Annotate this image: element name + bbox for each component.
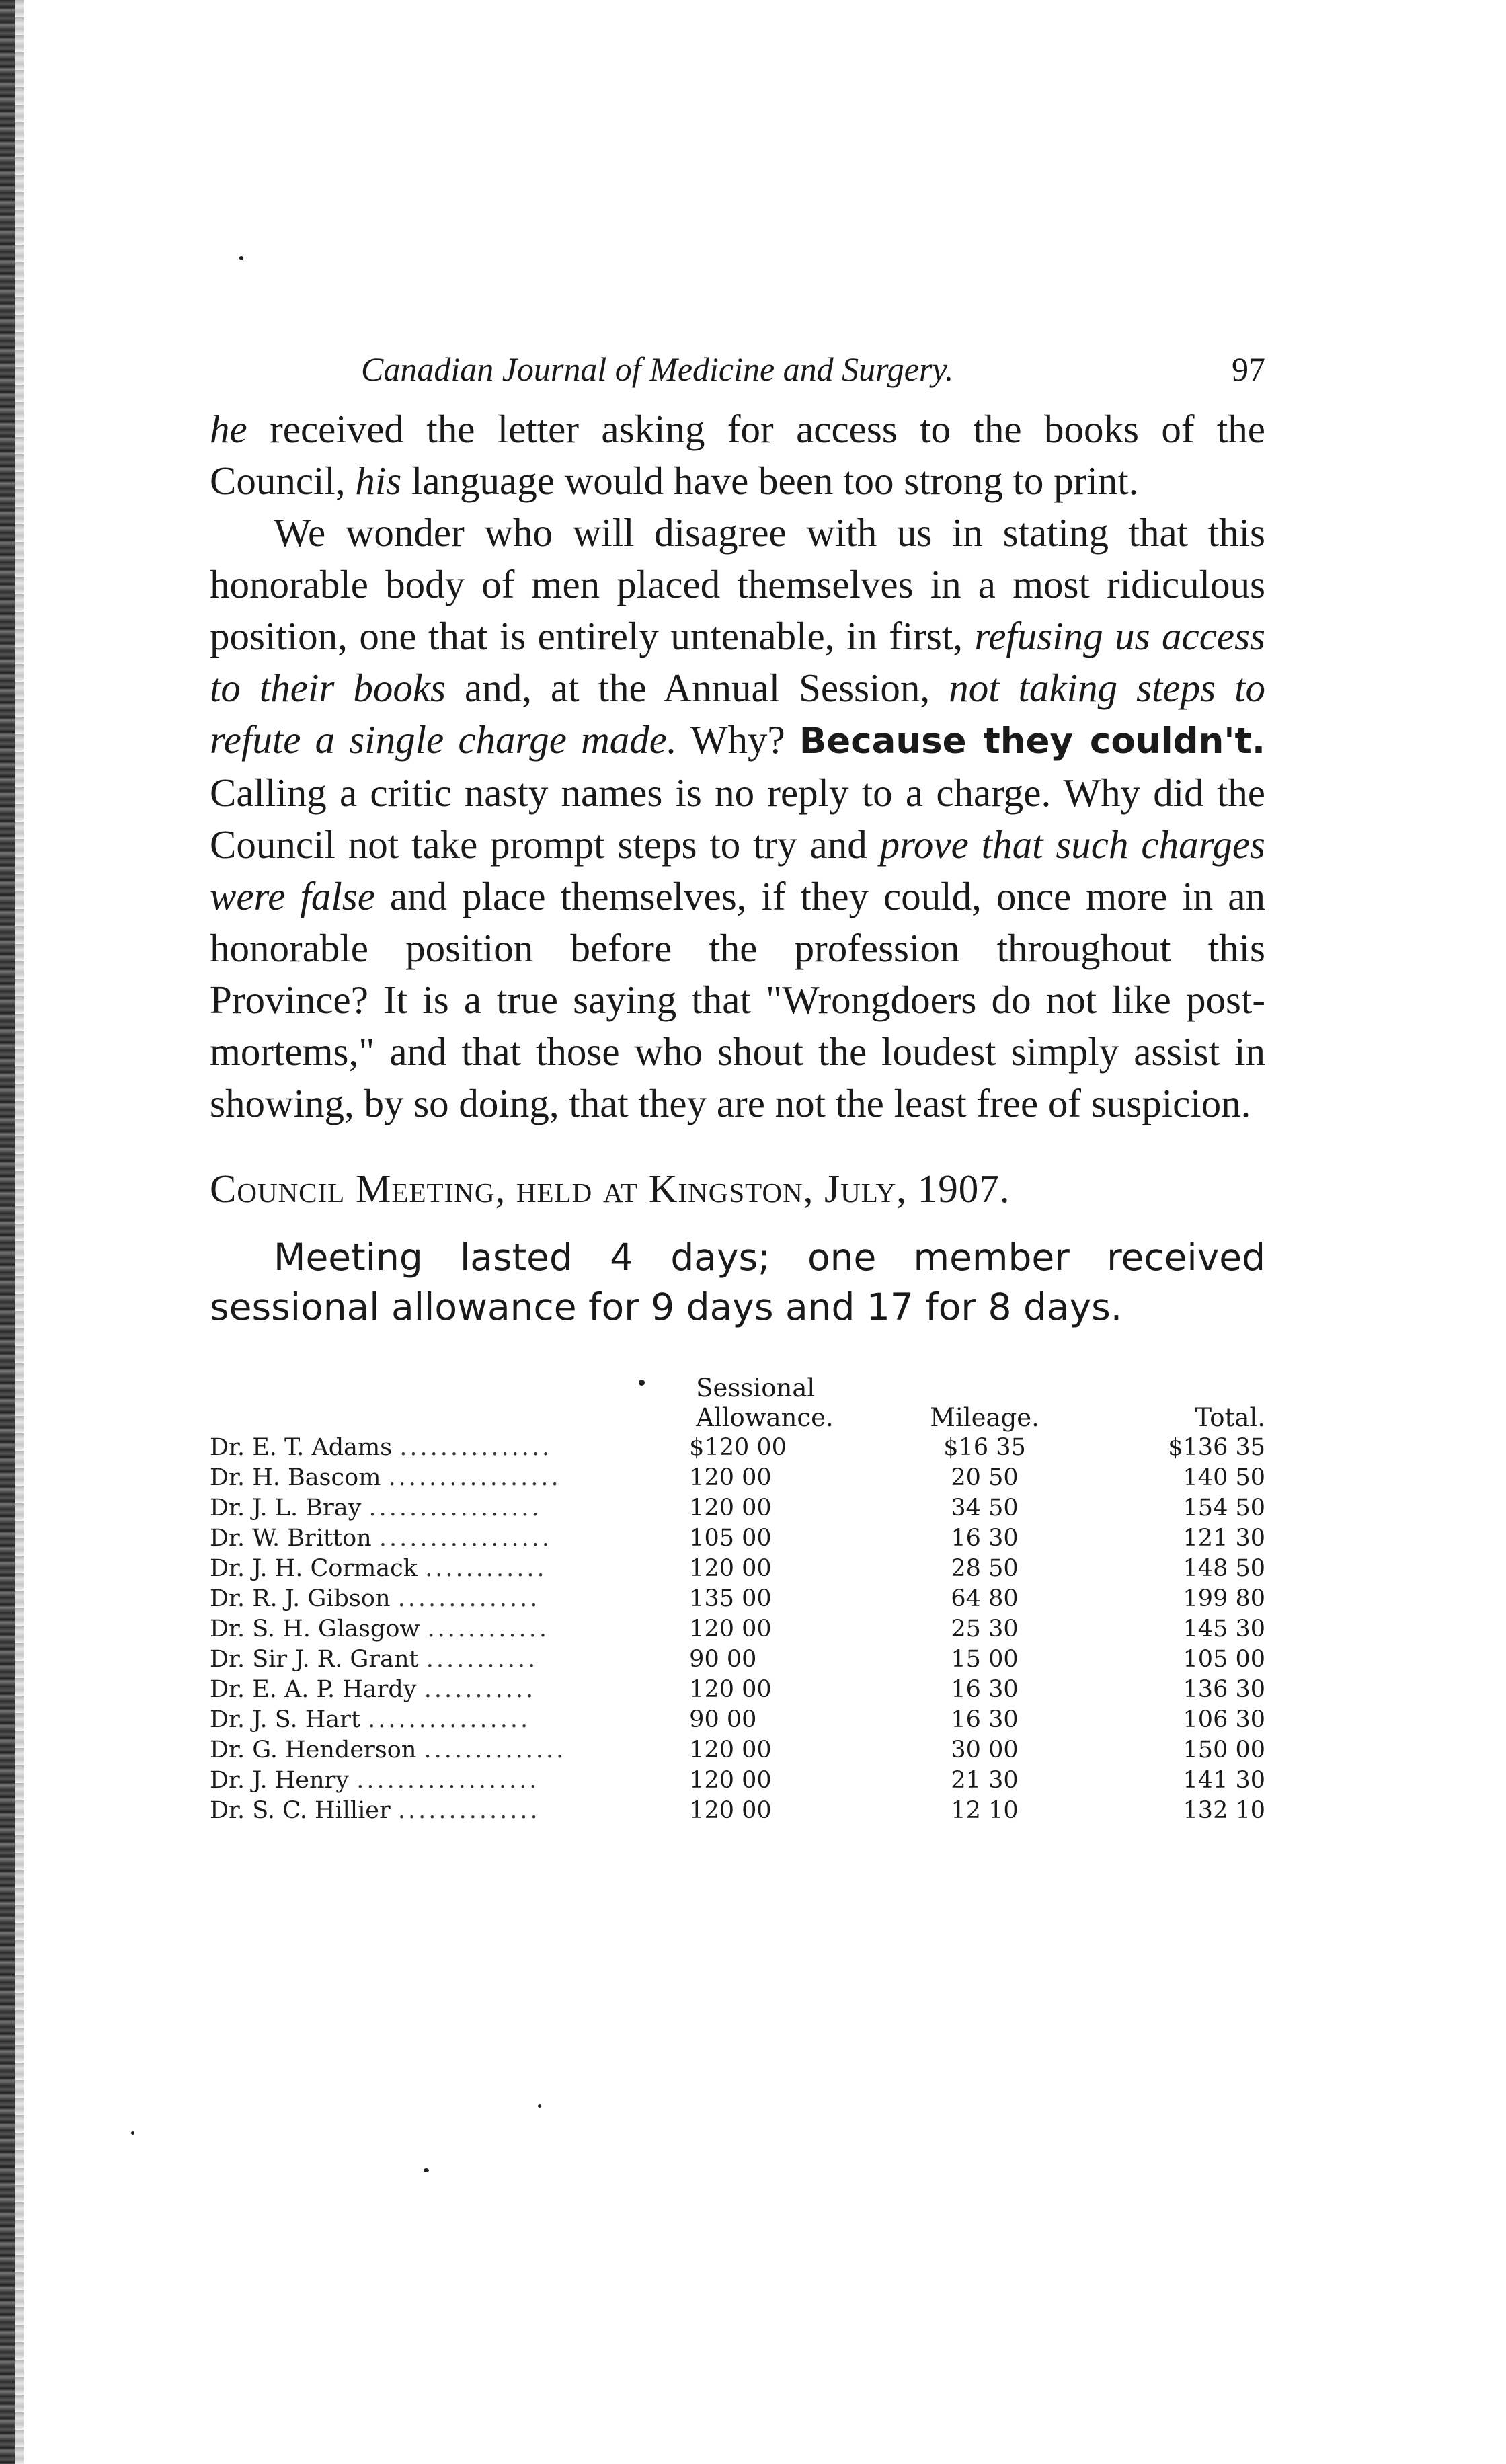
scan-speck xyxy=(131,2131,134,2135)
member-name: Dr. E. T. Adams xyxy=(210,1434,393,1461)
cell-name xyxy=(210,1584,682,1614)
cell-total: 141 30 xyxy=(1183,1767,1265,1794)
dot-leader: ............... xyxy=(399,1434,553,1461)
emphasis-not-taking-steps: not taking steps to refute a single charge made. xyxy=(210,666,1265,762)
cell-name xyxy=(210,1433,682,1463)
cell-name xyxy=(210,1554,682,1584)
table-row xyxy=(210,1614,1265,1644)
cell-total: 121 30 xyxy=(1183,1525,1265,1552)
cell-sessional: 135 00 xyxy=(689,1585,772,1612)
cell-mileage: 28 50 xyxy=(951,1555,1019,1582)
page-number: 97 xyxy=(1232,350,1265,388)
cell-mileage: 30 00 xyxy=(951,1737,1019,1763)
table-row xyxy=(210,1644,1265,1675)
dot-leader: ................. xyxy=(379,1525,552,1552)
allowance-table xyxy=(210,1374,1265,1826)
dot-leader: .............. xyxy=(424,1737,567,1763)
scan-speck xyxy=(239,256,243,260)
scan-speck xyxy=(538,2104,541,2108)
paragraph-2-part-4: Calling a critic nasty names is no reply to a charge. Why did the Council not take prompt steps to try and xyxy=(210,770,1265,867)
cell-mileage: 15 00 xyxy=(951,1646,1019,1673)
table-body xyxy=(210,1433,1265,1826)
cell-total: 148 50 xyxy=(1183,1555,1265,1582)
cell-name xyxy=(210,1705,682,1735)
header-sessional-line-2: Allowance. xyxy=(696,1403,834,1432)
member-name: Dr. S. H. Glasgow xyxy=(210,1616,420,1642)
cell-name xyxy=(210,1614,682,1644)
page-content xyxy=(210,350,1265,1826)
table-row xyxy=(210,1705,1265,1735)
cell-name xyxy=(210,1523,682,1554)
table-row xyxy=(210,1433,1265,1463)
cell-mileage: 34 50 xyxy=(951,1495,1019,1521)
cell-sessional: 120 00 xyxy=(689,1464,772,1491)
cell-total: 199 80 xyxy=(1183,1585,1265,1612)
cell-total: 140 50 xyxy=(1183,1464,1265,1491)
header-name xyxy=(210,1374,682,1433)
member-name: Dr. J. L. Bray xyxy=(210,1495,362,1521)
emphasis-his: his xyxy=(355,459,402,503)
member-name: Dr. R. J. Gibson xyxy=(210,1585,391,1612)
cell-mileage: 64 80 xyxy=(951,1585,1019,1612)
paragraph-2-part-2: and, at the Annual Session, xyxy=(446,666,949,710)
cell-mileage: 25 30 xyxy=(951,1616,1019,1642)
cell-total: 154 50 xyxy=(1183,1495,1265,1521)
emphasis-prove-false: prove that such charges were false xyxy=(210,822,1265,918)
emphasis-he: he xyxy=(210,407,247,451)
dot-leader: ........... xyxy=(426,1646,539,1673)
section-heading: Council Meeting, held at Kingston, July, 1907. xyxy=(210,1166,1010,1211)
running-head xyxy=(210,350,1265,403)
cell-sessional: 120 00 xyxy=(689,1555,772,1582)
cell-sessional: 120 00 xyxy=(689,1616,772,1642)
member-name: Dr. Sir J. R. Grant xyxy=(210,1646,419,1673)
member-name: Dr. J. H. Cormack xyxy=(210,1555,418,1582)
cell-sessional: 120 00 xyxy=(689,1767,772,1794)
cell-name xyxy=(210,1644,682,1675)
cell-sessional: 120 00 xyxy=(689,1797,772,1824)
cell-sessional: 90 00 xyxy=(689,1706,757,1733)
paragraph-2-part-1: We wonder who will disagree with us in stating that this honorable body of men placed themselves in a most ridiculous position, one that is entirely untenable, in first, xyxy=(210,510,1265,658)
paragraph-1-end: language would have been too strong to print. xyxy=(401,459,1139,503)
cell-sessional: $120 00 xyxy=(689,1434,787,1461)
cell-mileage: 21 30 xyxy=(951,1767,1019,1794)
table-row xyxy=(210,1554,1265,1584)
binding-shadow xyxy=(15,0,24,2464)
dot-leader: ................. xyxy=(388,1464,561,1491)
paragraph-2 xyxy=(210,507,1265,1129)
cell-name xyxy=(210,1735,682,1765)
meeting-note: Meeting lasted 4 days; one member received sessional allowance for 9 days and 17 for 8 days. xyxy=(210,1236,1265,1328)
member-name: Dr. S. C. Hillier xyxy=(210,1797,391,1824)
paragraph-1-text: received the letter asking for access to the books of the Council, xyxy=(210,407,1265,503)
table-header-row xyxy=(210,1374,1265,1433)
cell-sessional: 120 00 xyxy=(689,1495,772,1521)
dot-leader: ................ xyxy=(368,1706,531,1733)
table-row xyxy=(210,1765,1265,1796)
member-name: Dr. E. A. P. Hardy xyxy=(210,1676,417,1703)
member-name: Dr. W. Britton xyxy=(210,1525,372,1552)
paragraph-1 xyxy=(210,403,1265,507)
cell-name xyxy=(210,1675,682,1705)
dot-leader: .................. xyxy=(356,1767,540,1794)
cell-mileage: $16 35 xyxy=(943,1434,1026,1461)
dot-leader: .............. xyxy=(397,1585,541,1612)
member-name: Dr. J. S. Hart xyxy=(210,1706,360,1733)
cell-total: 105 00 xyxy=(1183,1646,1265,1673)
dot-leader: .............. xyxy=(397,1797,541,1824)
header-sessional xyxy=(682,1374,876,1433)
table-row xyxy=(210,1523,1265,1554)
cell-mileage: 16 30 xyxy=(951,1706,1019,1733)
cell-sessional: 90 00 xyxy=(689,1646,757,1673)
cell-name xyxy=(210,1493,682,1523)
bold-because: Because they couldn't. xyxy=(799,721,1265,762)
cell-mileage: 16 30 xyxy=(951,1525,1019,1552)
table-row xyxy=(210,1796,1265,1826)
cell-total: 150 00 xyxy=(1183,1737,1265,1763)
running-title: Canadian Journal of Medicine and Surgery. xyxy=(361,350,954,388)
cell-name xyxy=(210,1463,682,1493)
member-name: Dr. G. Henderson xyxy=(210,1737,417,1763)
cell-sessional: 105 00 xyxy=(689,1525,772,1552)
cell-sessional: 120 00 xyxy=(689,1676,772,1703)
table-row xyxy=(210,1584,1265,1614)
cell-total: $136 35 xyxy=(1168,1434,1265,1461)
header-mileage: Mileage. xyxy=(930,1403,1039,1432)
header-total: Total. xyxy=(1195,1403,1265,1432)
cell-sessional: 120 00 xyxy=(689,1737,772,1763)
cell-total: 132 10 xyxy=(1183,1797,1265,1824)
cell-name xyxy=(210,1765,682,1796)
member-name: Dr. J. Henry xyxy=(210,1767,350,1794)
binding-edge xyxy=(0,0,15,2464)
dot-leader: ................. xyxy=(368,1495,542,1521)
cell-total: 106 30 xyxy=(1183,1706,1265,1733)
member-name: Dr. H. Bascom xyxy=(210,1464,381,1491)
dot-leader: ............ xyxy=(427,1616,550,1642)
header-sessional-line-1: Sessional xyxy=(696,1374,816,1402)
dot-leader: ............ xyxy=(425,1555,547,1582)
table-row xyxy=(210,1735,1265,1765)
cell-total: 136 30 xyxy=(1183,1676,1265,1703)
paragraph-2-part-3: Why? xyxy=(676,717,799,762)
cell-mileage: 12 10 xyxy=(951,1797,1019,1824)
dot-leader: ........... xyxy=(424,1676,537,1703)
cell-mileage: 16 30 xyxy=(951,1676,1019,1703)
cell-name xyxy=(210,1796,682,1826)
table-row xyxy=(210,1675,1265,1705)
scan-speck xyxy=(424,2168,429,2172)
paragraph-2-part-5: and place themselves, if they could, once more in an honorable position before the profession throughout this Province? It is a true saying that "Wrongdoers do not like post-mortems," and that those who shout the loudest simply assist in showing, by so doing, that they are not the least free of suspicion. xyxy=(210,874,1265,1125)
table-row xyxy=(210,1463,1265,1493)
cell-total: 145 30 xyxy=(1183,1616,1265,1642)
cell-mileage: 20 50 xyxy=(951,1464,1019,1491)
table-row xyxy=(210,1493,1265,1523)
emphasis-refusing: refusing us access to their books xyxy=(210,614,1265,710)
